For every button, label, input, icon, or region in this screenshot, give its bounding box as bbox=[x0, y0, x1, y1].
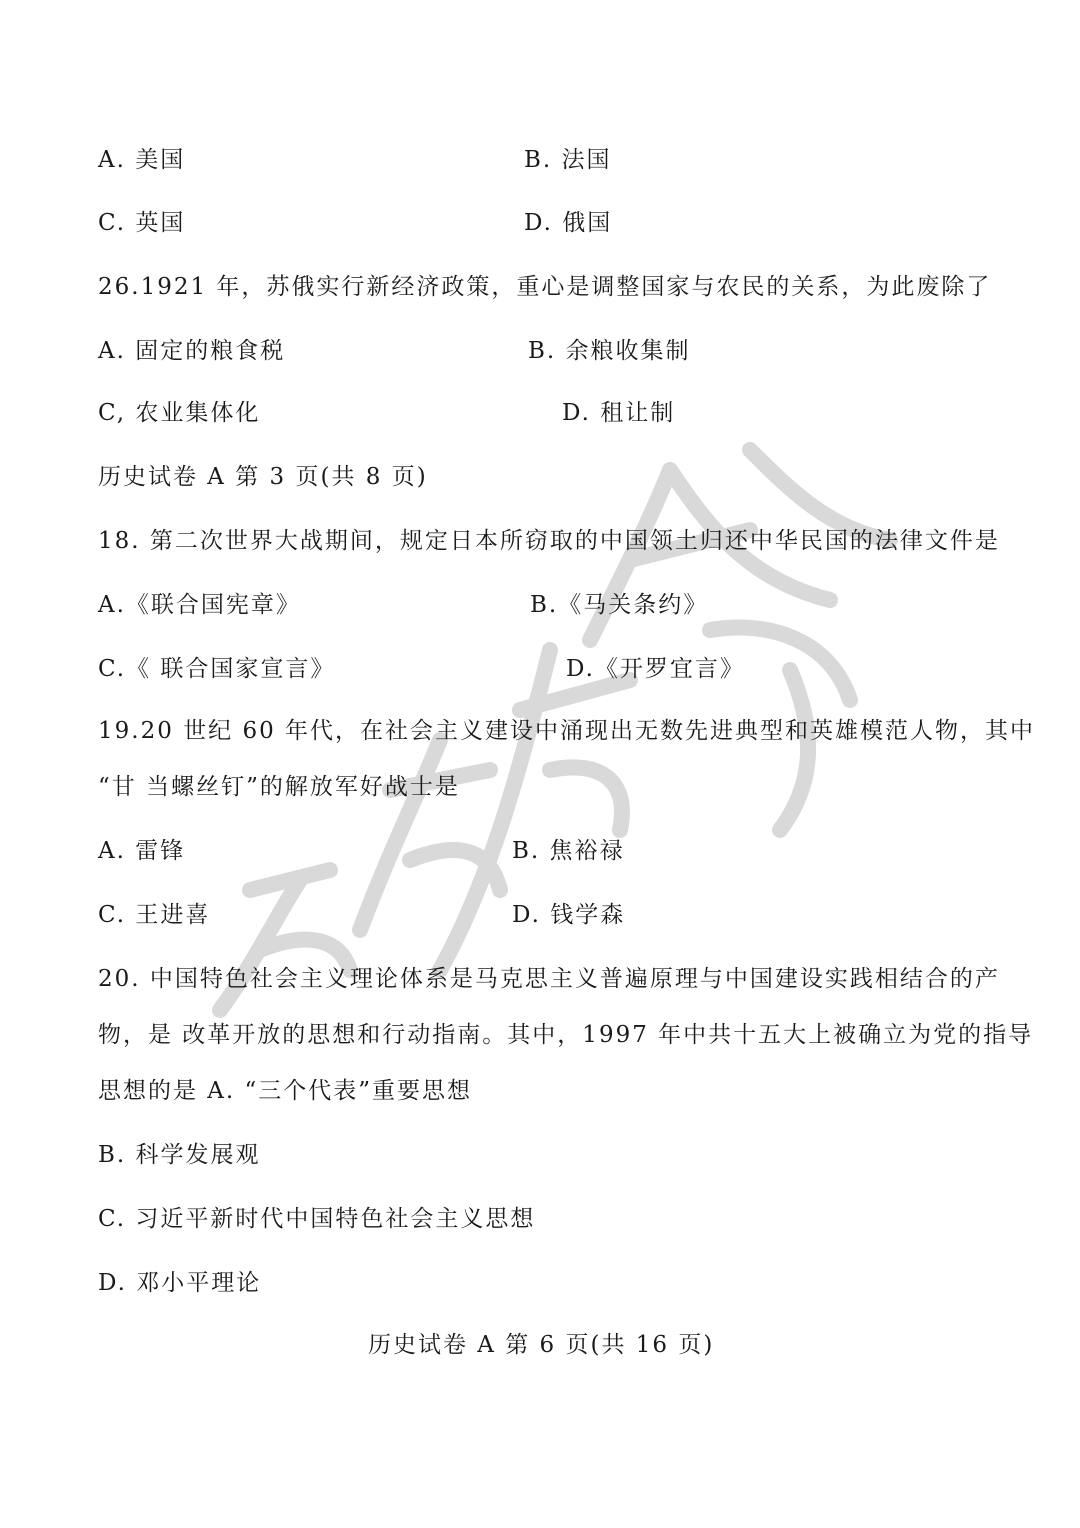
page-footer-2: 历史试卷 A 第 6 页(共 16 页) bbox=[368, 1332, 715, 1358]
q25-option-c: C. 英国 bbox=[98, 210, 186, 236]
q18-stem: 18. 第二次世界大战期间，规定日本所窃取的中国领土归还中华民国的法律文件是 bbox=[98, 528, 1000, 554]
q19-option-b: B. 焦裕禄 bbox=[512, 838, 625, 864]
q18-option-a: A.《联合国宪章》 bbox=[98, 592, 301, 618]
q20-stem-line-1: 20. 中国特色社会主义理论体系是马克思主义普遍原理与中国建设实践相结合的产 bbox=[98, 966, 1000, 992]
q26-option-c: C, 农业集体化 bbox=[98, 400, 261, 426]
q18-option-d: D.《开罗宜言》 bbox=[566, 656, 745, 682]
q20-stem-line-3: 思想的是 A. “三个代表”重要思想 bbox=[98, 1078, 473, 1104]
q26-stem: 26.1921 年，苏俄实行新经济政策，重心是调整国家与农民的关系，为此废除了 bbox=[98, 274, 992, 300]
q25-option-a: A. 美国 bbox=[98, 147, 186, 173]
q26-option-a: A. 固定的粮食税 bbox=[98, 338, 286, 364]
q26-option-b: B. 余粮收集制 bbox=[528, 338, 691, 364]
q25-option-d: D. 俄国 bbox=[524, 210, 613, 236]
q19-option-d: D. 钱学森 bbox=[512, 902, 626, 928]
q20-option-d: D. 邓小平理论 bbox=[98, 1270, 262, 1296]
q19-stem-line-1: 19.20 世纪 60 年代，在社会主义建设中涌现出无数先进典型和英雄模范人物，其中 bbox=[98, 718, 1036, 744]
q20-stem-line-2: 物，是 改革开放的思想和行动指南。其中，1997 年中共十五大上被确立为党的指导 bbox=[98, 1022, 1034, 1048]
q25-option-b: B. 法国 bbox=[524, 147, 612, 173]
q18-option-c: C.《 联合国家宣言》 bbox=[98, 656, 336, 682]
q19-option-c: C. 王进喜 bbox=[98, 902, 211, 928]
q20-option-c: C. 习近平新时代中国特色社会主义思想 bbox=[98, 1206, 536, 1232]
q20-option-b: B. 科学发展观 bbox=[98, 1142, 261, 1168]
q26-option-d: D. 租让制 bbox=[562, 400, 676, 426]
q19-stem-line-2: “甘 当螺丝钉”的解放军好战士是 bbox=[98, 774, 460, 800]
page-footer-1: 历史试卷 A 第 3 页(共 8 页) bbox=[98, 464, 428, 490]
q19-option-a: A. 雷锋 bbox=[98, 838, 186, 864]
q18-option-b: B.《马关条约》 bbox=[530, 592, 709, 618]
